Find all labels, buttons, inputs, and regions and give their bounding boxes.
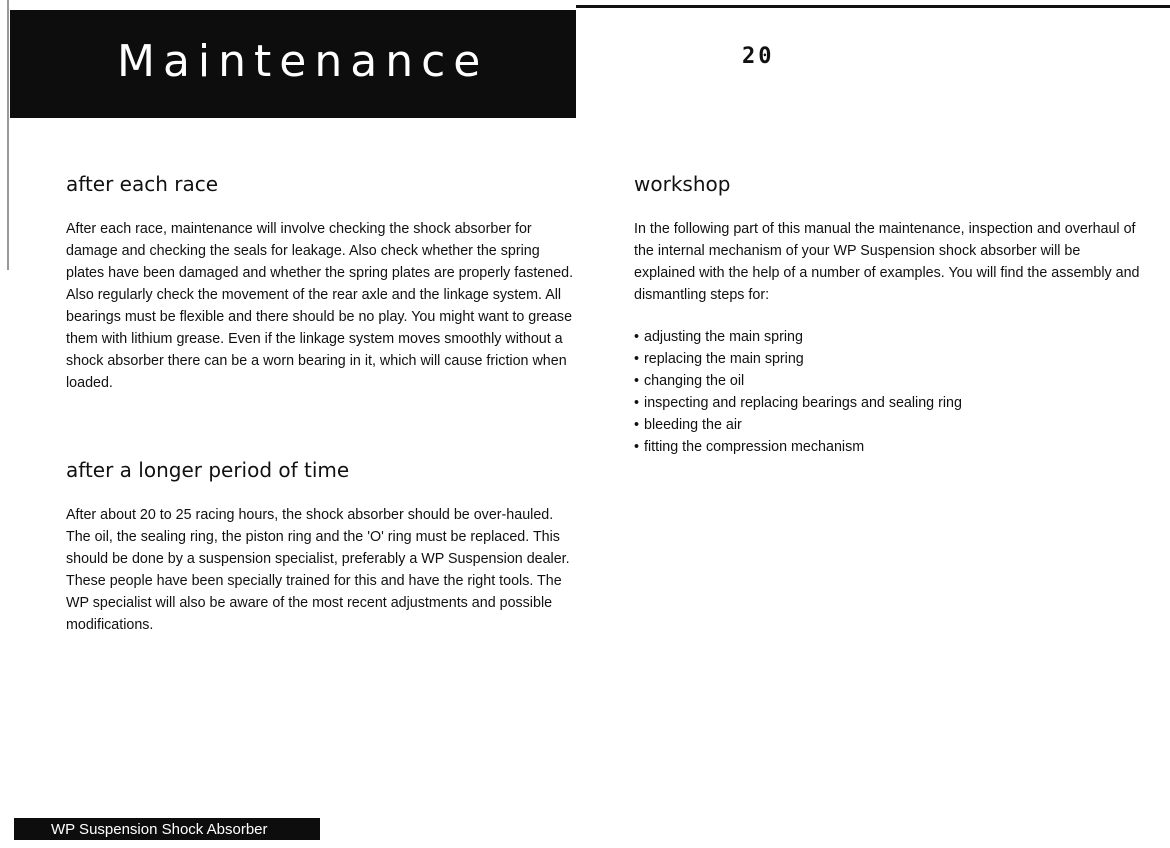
- section-heading: after each race: [66, 172, 219, 196]
- list-item: • bleeding the air: [634, 414, 1144, 436]
- footer-label: WP Suspension Shock Absorber: [51, 821, 268, 838]
- section-after-each-race: [66, 172, 576, 394]
- section-workshop: [634, 172, 1144, 458]
- workshop-steps-list: [634, 326, 1144, 458]
- list-item: • replacing the main spring: [634, 348, 1144, 370]
- section-heading: workshop: [634, 172, 731, 196]
- header-banner: [10, 10, 576, 118]
- page-number: 20: [742, 44, 775, 69]
- list-item: • changing the oil: [634, 370, 1144, 392]
- section-body: After about 20 to 25 racing hours, the shock absorber should be over-hauled. The oil, the sealing ring, the piston ring and the 'O' ring must be replaced. This should be done by a suspension specialist, preferably a WP Suspension dealer. These people have been specially trained for this and have the right tools. The WP specialist will also be aware of the most recent adjustments and possible modifications.: [66, 507, 570, 633]
- top-rule: [576, 5, 1170, 8]
- scan-edge-line: [7, 0, 9, 270]
- list-item: • adjusting the main spring: [634, 326, 1144, 348]
- footer-banner: [14, 818, 320, 840]
- list-item: • fitting the compression mechanism: [634, 436, 1144, 458]
- section-body: After each race, maintenance will involve checking the shock absorber for damage and checking the seals for leakage. Also check whether the spring plates have been damaged and whether the spring plates are properly fastened. Also regularly check the movement of the rear axle and the linkage system. All bearings must be flexible and there should be no play. You might want to grease them with lithium grease. Even if the linkage system moves smoothly without a shock absorber there can be a worn bearing in it, which will cause friction when loaded.: [66, 221, 574, 391]
- list-item: • inspecting and replacing bearings and sealing ring: [634, 392, 1144, 414]
- section-after-longer-period: [66, 458, 576, 636]
- page-title: Maintenance: [117, 36, 489, 87]
- section-heading: after a longer period of time: [66, 458, 350, 482]
- section-intro: In the following part of this manual the maintenance, inspection and overhaul of the internal mechanism of your WP Suspension shock absorber will be explained with the help of a number of examples. You will find the assembly and dismantling steps for:: [634, 221, 1140, 303]
